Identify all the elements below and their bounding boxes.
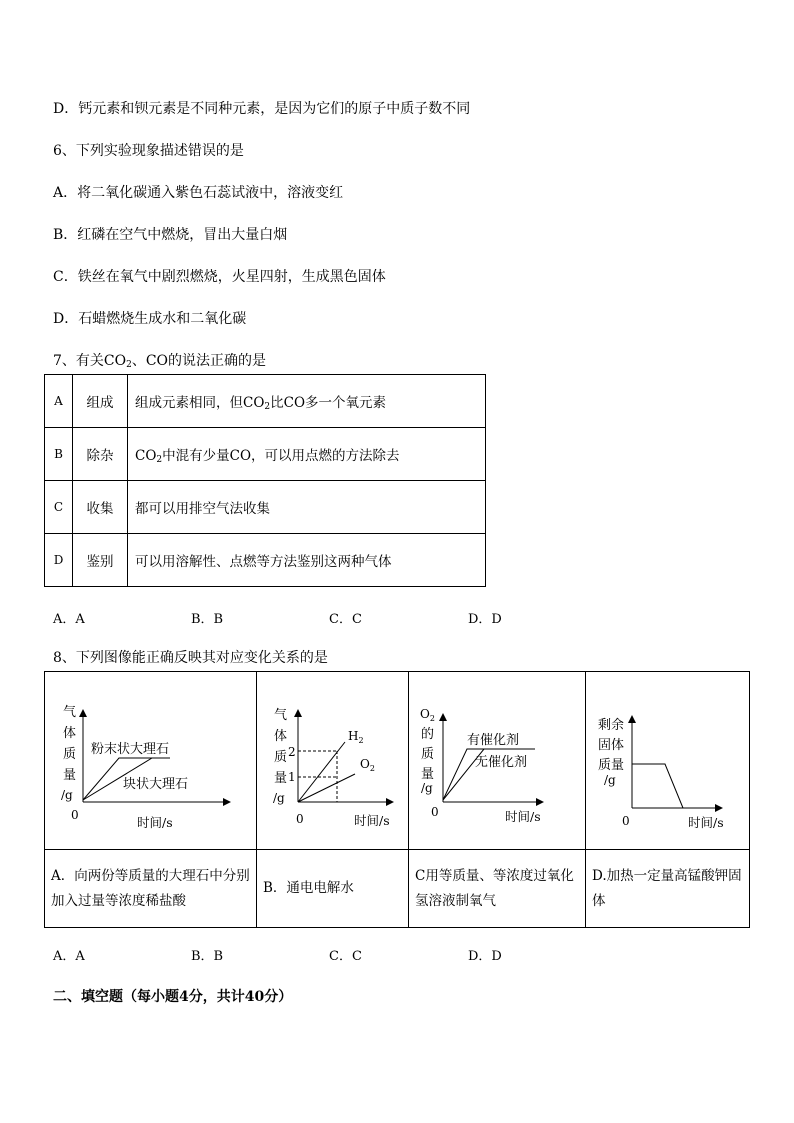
origin-label: 0 <box>431 805 439 819</box>
q8-table <box>44 671 750 928</box>
table-row <box>45 375 486 428</box>
y-label-5: /g <box>61 788 73 802</box>
q7-table <box>44 374 486 587</box>
caption-d: D.加热一定量高锰酸钾固体 <box>586 850 750 928</box>
y-label-3: 质量 <box>598 758 625 773</box>
label-block: 块状大理石 <box>123 777 189 792</box>
row-letter: B <box>45 428 73 481</box>
table-row <box>45 428 486 481</box>
q6-stem: 6、下列实验现象描述错误的是 <box>53 143 244 159</box>
y-label-2: 体 <box>274 729 288 744</box>
y-label-4: 量 <box>421 767 435 782</box>
q7-stem: 7、有关$CO_2$、CO的说法正确的是 <box>53 353 267 370</box>
y-label-1: 剩余 <box>598 718 625 733</box>
row-statement: 都可以用排空气法收集 <box>128 481 486 534</box>
graph-b <box>257 672 408 845</box>
origin-label: 0 <box>296 812 304 826</box>
graph-row <box>45 672 750 850</box>
tick-1: 1 <box>288 770 296 784</box>
q6-option-c: C．铁丝在氧气中剧烈燃烧，火星四射，生成黑色固体 <box>53 269 386 285</box>
caption-row <box>45 850 750 928</box>
y-label-1: 气 <box>274 708 288 723</box>
caption-c: C用等质量、等浓度过氧化氢溶液制氧气 <box>409 850 586 928</box>
tick-2: 2 <box>288 745 296 759</box>
label-powder: 粉末状大理石 <box>91 742 170 757</box>
q7-answer-d[interactable]: D．D <box>468 612 502 627</box>
q5-option-d: D．钙元素和钡元素是不同种元素，是因为它们的原子中质子数不同 <box>53 101 471 117</box>
origin-label: 0 <box>71 808 79 822</box>
x-label: 时间/s <box>688 815 724 830</box>
q8-answer-c[interactable]: C．C <box>329 949 362 964</box>
q8-answer-d[interactable]: D．D <box>468 949 502 964</box>
q8-answer-b[interactable]: B．B <box>191 949 224 964</box>
y-label-5: /g <box>273 791 285 805</box>
x-label: 时间/s <box>137 815 173 830</box>
q8-answer-a[interactable]: A．A <box>53 949 85 964</box>
section-heading: 二、填空题（每小题4分，共计40分） <box>53 989 293 1005</box>
caption-b: B．通电电解水 <box>257 850 409 928</box>
row-category: 除杂 <box>73 428 128 481</box>
graph-c <box>409 672 585 845</box>
row-letter: C <box>45 481 73 534</box>
x-label: 时间/s <box>505 809 541 824</box>
row-letter: A <box>45 375 73 428</box>
graph-d <box>586 672 749 845</box>
y-label-2: 的 <box>421 727 435 742</box>
graph-b-cell <box>257 672 409 850</box>
row-category: 组成 <box>73 375 128 428</box>
y-label-1: $O_2$ <box>420 707 435 723</box>
row-statement: $CO_2$中混有少量CO，可以用点燃的方法除去 <box>128 428 486 481</box>
label-no-catalyst: 无催化剂 <box>475 755 528 770</box>
origin-label: 0 <box>622 814 630 828</box>
q8-answer-options <box>53 945 613 963</box>
q6-option-d: D．石蜡燃烧生成水和二氧化碳 <box>53 311 247 327</box>
y-label-3: 质 <box>274 750 288 765</box>
q7-answer-c[interactable]: C．C <box>329 612 362 627</box>
q7-answer-b[interactable]: B．B <box>191 612 224 627</box>
q6-option-a: A．将二氧化碳通入紫色石蕊试液中，溶液变红 <box>53 185 344 201</box>
row-statement: 组成元素相同，但$CO_2$比CO多一个氧元素 <box>128 375 486 428</box>
line-o2 <box>298 774 355 802</box>
y-label-3: 质 <box>63 747 77 762</box>
label-catalyst: 有催化剂 <box>467 733 520 748</box>
line-residue <box>632 764 683 808</box>
row-category: 鉴别 <box>73 534 128 587</box>
row-statement: 可以用溶解性、点燃等方法鉴别这两种气体 <box>128 534 486 587</box>
y-label-5: /g <box>421 781 433 795</box>
y-label-4: 量 <box>63 768 77 783</box>
label-h2: $H_2$ <box>348 729 364 745</box>
label-o2: $O_2$ <box>360 757 375 773</box>
graph-a <box>45 672 256 845</box>
q7-answer-a[interactable]: A．A <box>53 612 85 627</box>
graph-d-cell <box>586 672 750 850</box>
y-label-2: 固体 <box>598 738 625 753</box>
row-category: 收集 <box>73 481 128 534</box>
q8-stem: 8、下列图像能正确反映其对应变化关系的是 <box>53 650 328 666</box>
y-label-1: 气 <box>63 705 77 720</box>
row-letter: D <box>45 534 73 587</box>
q6-option-b: B．红磷在空气中燃烧，冒出大量白烟 <box>53 227 288 243</box>
y-label-4: /g <box>604 773 616 787</box>
x-label: 时间/s <box>354 813 390 828</box>
y-label-2: 体 <box>63 726 77 741</box>
y-label-4: 量 <box>274 771 288 786</box>
graph-a-cell <box>45 672 257 850</box>
table-row <box>45 534 486 587</box>
q7-answer-options <box>53 608 613 626</box>
y-label-3: 质 <box>421 747 435 762</box>
graph-c-cell <box>409 672 586 850</box>
caption-a: A．向两份等质量的大理石中分别加入过量等浓度稀盐酸 <box>45 850 257 928</box>
table-row <box>45 481 486 534</box>
